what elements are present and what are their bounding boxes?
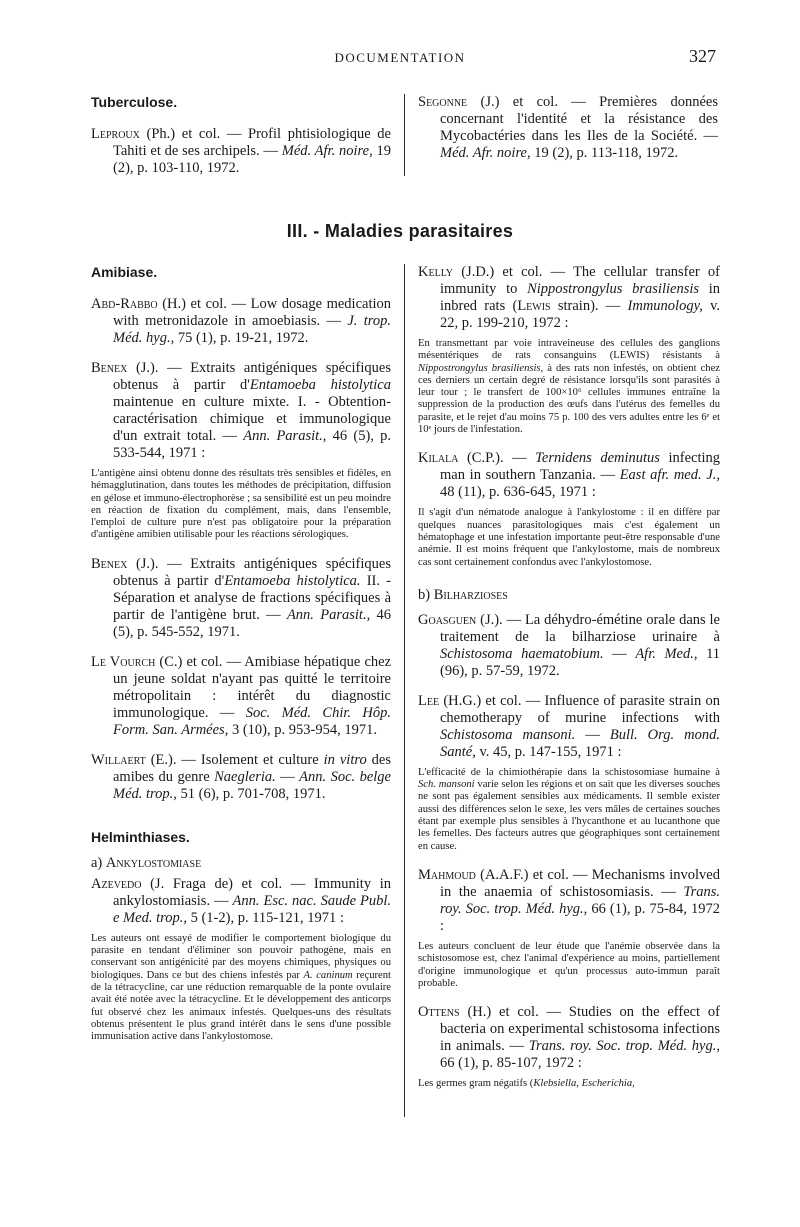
entry-title-genus: Naegleria. xyxy=(214,768,276,785)
abstract-text: L'efficacité de la chimiothérapie dans la schistosomiase humaine à xyxy=(418,766,720,778)
entry-abstract: Les auteurs concluent de leur étude que l'anémie observée dans la schistosomose est, chez l'animal d'expérience au moins, partiellement d'origine immunologique et qu'un processus auto-immun paraît probable. xyxy=(418,940,720,989)
entry-ref: 46 (5), p. 533-544, 1971 : xyxy=(113,428,392,461)
chapter-title: III. - Maladies parasitaires xyxy=(286,221,514,241)
abstract-species: Klebsiella, Escherichia, xyxy=(533,1078,635,1090)
entry-ref: v. 22, p. 199-210, 1972 : xyxy=(440,298,721,331)
abstract-species: Sch. mansoni xyxy=(418,779,475,791)
entry-author-rest: (J.). xyxy=(476,611,503,628)
entry-author-rest: (J.). xyxy=(127,555,159,572)
top-left-column xyxy=(91,94,391,190)
abstract-text: En transmettant par voie intraveineuse des cellules des ganglions mésentériques de rats consanguins (LEWIS) résistants à xyxy=(418,338,720,362)
bib-entry-segonne: Segonne (J.) et col. — Premières données concernant l'identité et la résistance des Mycobactéries dans les Iles de la Société. — Méd. Afr. noire, 19 (2), p. 113-118, 1972. xyxy=(418,94,718,161)
entry-dash: — xyxy=(282,875,314,892)
entry-dash: — xyxy=(176,751,201,768)
entry-journal: Trans. roy. Soc. trop. Méd. hyg., xyxy=(440,883,721,917)
section-heading-tuberculose: Tuberculose. xyxy=(91,94,178,110)
entry-ref: 11 (96), p. 57-59, 1972. xyxy=(440,645,721,679)
entry-ref: 46 (5), p. 545-552, 1971. xyxy=(113,606,392,640)
entry-author-rest: (J.D.) et col. xyxy=(453,264,543,280)
entry-title-end: strain). xyxy=(550,298,599,314)
entry-abstract xyxy=(418,767,720,853)
section-heading-helminthiases: Helminthiases. xyxy=(91,828,190,845)
entry-title-strain: Lewis xyxy=(517,298,551,314)
entry-title-species: Nippostrongylus brasiliensis xyxy=(527,281,700,297)
entry-title-rest: infecting man in southern Tanzania. xyxy=(440,450,720,484)
entry-title-species: Schistosoma haematobium. xyxy=(440,645,604,662)
abstract-species: Nippostrongylus brasiliensis, xyxy=(418,362,544,374)
entry-author-rest: (J.). xyxy=(127,360,159,376)
entry-journal: Trans. roy. Soc. trop. Méd. hyg., xyxy=(528,1038,720,1055)
entry-title-rest: des amibes du genre xyxy=(113,751,391,785)
entry-journal: J. trop. Méd. hyg., xyxy=(113,313,392,346)
entry-title-species: Entamoeba histolytica. xyxy=(224,572,361,589)
entry-title-species: Entamoeba histolytica xyxy=(249,377,391,393)
subsection-ankylostomiase xyxy=(91,855,391,872)
entry-author: Kelly xyxy=(418,264,454,280)
entry-author-rest: (H.) et col. xyxy=(459,1004,539,1021)
entry-ref: 75 (1), p. 19-21, 1972. xyxy=(174,330,309,346)
bib-entry-kilala: Kilala (C.P.). — Ternidens deminutus infecting man in southern Tanzania. — East afr. med. J., 48 (11), p. 636-645, 1971 : xyxy=(418,450,721,501)
top-column-rule xyxy=(404,94,405,176)
bib-entry-goasguen: Goasguen (J.). — La déhydro-émétine orale dans le traitement de la bilharziose urinaire à Schistosoma haematobium. — Afr. Med., 11 (96), p. 57-59, 1972. xyxy=(418,611,721,679)
running-head xyxy=(0,46,800,70)
entry-dash: — xyxy=(158,360,191,376)
subsection-label: Bilharzioses xyxy=(433,586,508,603)
entry-title-rest: in inbred rats ( xyxy=(440,281,721,314)
bib-entry-willaert: Willaert (E.). — Isolement et culture in vitro des amibes du genre Naegleria. — Ann. Soc. belge Méd. trop., 51 (6), p. 701-708, 1971. xyxy=(91,751,391,802)
entry-journal: Ann. Parasit., xyxy=(243,428,327,444)
abstract-text: Les auteurs ont essayé de modifier le comportement biologique du parasite en tendant d'éliminer son pouvoir pathogène, mais en conservant son antigénicité par des moyens chimiques, physiques ou biologiques. Dans ce but des chiens infestés par xyxy=(91,932,391,981)
entry-journal: Ann. Parasit., xyxy=(286,606,371,623)
entry-author: Leproux xyxy=(91,126,140,142)
entry-title: The cellular transfer of immunity to xyxy=(440,264,721,297)
right-column xyxy=(418,264,720,1104)
entry-author: Mahmoud xyxy=(418,866,476,883)
entry-author: Abd-Rabbo xyxy=(91,296,158,312)
entry-title: Isolement et culture xyxy=(200,751,324,768)
subsection-letter: b) xyxy=(418,586,431,603)
entry-abstract: L'antigène ainsi obtenu donne des résultats très sensibles et fidèles, en hémagglutination, dans toutes les méthodes de précipitation, diffusion en gélose et immuno-électrophorèse ; sa sensibilité est un peu moindre en réaction de fixation du complément, mais, dans l'ensemble, l'emploi de culture pure n'est pas obligatoire pour la préparation d'antigène amibien utilisable pour les réactions sérologiques. xyxy=(91,468,391,541)
bib-entry-ottens: Ottens (H.) et col. — Studies on the effect of bacteria on experimental schistosoma infections in animals. — Trans. roy. Soc. trop. Méd. hyg., 66 (1), p. 85-107, 1972 : xyxy=(418,1004,721,1072)
entry-author-rest: (E.). xyxy=(145,751,177,768)
entry-journal: East afr. med. J., xyxy=(619,467,721,484)
entry-abstract xyxy=(418,1078,720,1090)
entry-dash: — xyxy=(557,94,600,110)
entry-title-italic: in vitro xyxy=(323,751,367,768)
entry-author: Segonne xyxy=(418,94,468,110)
bib-entry-abd-rabbo: Abd-Rabbo (H.) et col. — Low dosage medication with metronidazole in amoebiasis. — J. trop. Méd. hyg., 75 (1), p. 19-21, 1972. xyxy=(91,296,392,346)
entry-author: Willaert xyxy=(91,751,146,768)
entry-journal: Immunology, xyxy=(627,298,703,314)
entry-journal: Soc. Méd. Chir. Hôp. Form. San. Armées, xyxy=(113,704,391,738)
entry-author: Ottens xyxy=(418,1004,460,1021)
entry-title: Premières données concernant l'identité et la résistance des Mycobactéries dans les Iles de la Société. xyxy=(440,94,718,144)
entry-title-species: Ternidens deminutus xyxy=(535,450,660,467)
entry-author-rest: (J. Fraga de) et col. xyxy=(141,875,283,892)
entry-title-rest: maintenue en culture mixte. I. - Obtention-caractérisation chimique et immunologique d'un extrait total. xyxy=(113,394,391,444)
entry-author-rest: (A.A.F.) et col. xyxy=(475,866,569,883)
entry-dash: — xyxy=(502,611,525,628)
bib-entry-kelly: Kelly (J.D.) et col. — The cellular transfer of immunity to Nippostrongylus brasiliensis in inbred rats (Lewis strain). — Immunology, v. 22, p. 199-210, 1972 : xyxy=(418,264,721,331)
entry-author: Azevedo xyxy=(91,875,142,892)
entry-journal: Bull. Org. mond. Santé, xyxy=(440,726,720,760)
entry-title: Mechanisms involved in the anaemia of schistosomiasis. xyxy=(440,866,720,900)
entry-title: Amibiase hépatique chez un jeune soldat n'ayant pas quitté le territoire métropolitain : intérêt du diagnostic immunologique. xyxy=(113,653,392,721)
bib-entry-benex-2: Benex (J.). — Extraits antigéniques spécifiques obtenus à partir d'Entamoeba histolytica. II. - Séparation et analyse de fractions spécifiques à partir de l'antigène brut. — Ann. Parasit., 46 (5), p. 545-552, 1971. xyxy=(91,555,392,640)
left-column xyxy=(91,264,391,1057)
entry-author: Goasguen xyxy=(418,611,477,628)
entry-dash: — xyxy=(226,296,251,312)
entry-author-rest: (Ph.) et col. xyxy=(139,126,221,142)
abstract-text-rest: varie selon les régions et on sait que les diverses souches ne sont pas également sensibles aux médicaments. Il semble exister aussi des différences selon le sexe, les vers mâles de certaines souches étant par exemple plus sensibles à l'hycanthone et au lucanthone que les femelles. Des facteurs autres que géographiques sont certainement en cause. xyxy=(418,779,721,852)
entry-ref: 48 (11), p. 636-645, 1971 : xyxy=(440,484,596,501)
bib-entry-benex-1: Benex (J.). — Extraits antigéniques spécifiques obtenus à partir d'Entamoeba histolytica maintenue en culture mixte. I. - Obtention-caractérisation chimique et immunologique d'un extrait total. — Ann. Parasit., 46 (5), p. 533-544, 1971 : xyxy=(91,360,392,461)
entry-title: Influence of parasite strain on chemotherapy of murine infections with xyxy=(440,692,721,726)
abstract-text-rest: reçurent de la tétracycline, car une réduction remarquable de la ponte ovulaire avait été notée avec la tétracycline. Et le développement des anticorps fut observé chez les animaux infestés. Quelques-uns des résultats obtenus présentent le plus grand intérêt dans le sens d'une possible immunisation active dans l'ankylostomose. xyxy=(91,969,391,1043)
entry-author: Lee xyxy=(418,692,440,709)
entry-author-rest: (H.G.) et col. xyxy=(439,692,522,709)
entry-abstract: Il s'agit d'un nématode analogue à l'ankylostome : il en diffère par quelques nuances parasitologiques mais c'est également un hématophage et une infestation importante peut-être responsable d'une anémie. Il est moins fréquent que l'ankylostome, mais de nombreux cas sont certainement confondus avec l'ankylostomose. xyxy=(418,507,720,568)
entry-dash: — xyxy=(220,126,249,142)
entry-dash: — xyxy=(222,653,245,670)
entry-ref: 66 (1), p. 85-107, 1972 : xyxy=(440,1055,582,1072)
abstract-text-rest: à des rats non infestés, on obtient chez ces derniers un certain degré de résistance lorsqu'ils sont parasités à leur tour ; le transfert de 100×10⁶ cellules immunes entraîne la suppression de la production des œufs dans l'utérus des femelles du parasite, et le rejet d'au moins 75 p. 100 des vers adultes entre les 6ᵉ et 10ᵉ jours de l'infestation. xyxy=(418,362,720,436)
entry-dash: — xyxy=(521,692,545,709)
entry-dash: — xyxy=(568,866,592,883)
entry-ref: 66 (1), p. 75-84, 1972 : xyxy=(440,900,720,934)
entry-journal: Méd. Afr. noire, xyxy=(281,143,373,159)
bib-entry-lee: Lee (H.G.) et col. — Influence of parasite strain on chemotherapy of murine infections with Schistosoma mansoni. — Bull. Org. mond. Santé, v. 45, p. 147-155, 1971 : xyxy=(418,692,721,760)
entry-title: La déhydro-émétine orale dans le traitement de la bilharziose urinaire à xyxy=(440,611,720,645)
entry-abstract xyxy=(91,933,391,1044)
entry-dash: — xyxy=(542,264,574,280)
entry-ref: v. 45, p. 147-155, 1971 : xyxy=(475,743,622,760)
entry-title-species: Schistosoma mansoni. xyxy=(440,726,576,743)
section-heading-amibiase: Amibiase. xyxy=(91,264,158,280)
entry-title-rest: II. - Séparation et analyse de fractions spécifiques à partir de l'antigène brut. xyxy=(113,572,392,623)
subsection-label: Ankylostomiase xyxy=(105,854,202,871)
bib-entry-le-vourch: Le Vourch (C.) et col. — Amibiase hépatique chez un jeune soldat n'ayant pas quitté le territoire métropolitain : intérêt du diagnostic immunologique. — Soc. Méd. Chir. Hôp. Form. San. Armées, 3 (10), p. 953-954, 1971. xyxy=(91,653,392,738)
entry-abstract xyxy=(418,338,720,436)
entry-author: Le Vourch xyxy=(91,653,156,670)
entry-ref: 3 (10), p. 953-954, 1971. xyxy=(228,721,377,738)
top-right-column xyxy=(418,94,718,175)
entry-title: Extraits antigéniques spécifiques obtenus à partir d' xyxy=(113,360,391,393)
subsection-bilharzioses xyxy=(418,587,720,604)
entry-ref: 19 (2), p. 103-110, 1972. xyxy=(113,143,391,176)
page-number: 327 xyxy=(689,46,716,66)
abstract-text: Les germes gram négatifs ( xyxy=(418,1078,534,1090)
entry-title: Low dosage medication with metronidazole in amoebiasis. xyxy=(113,296,392,329)
entry-author: Kilala xyxy=(418,450,459,467)
entry-title: Studies on the effect of bacteria on experimental schistosoma infections in animals. xyxy=(440,1004,721,1055)
entry-title: Profil phtisiologique de Tahiti et de ses archipels. xyxy=(113,126,391,159)
abstract-species: A. caninum xyxy=(303,969,353,981)
entry-author: Benex xyxy=(91,360,128,376)
entry-journal: Méd. Afr. noire, xyxy=(440,145,531,161)
entry-author-rest: (H.) et col. xyxy=(157,296,227,312)
entry-dash: — xyxy=(158,555,191,572)
entry-author-rest: (C.P.). xyxy=(458,450,504,467)
entry-ref: 51 (6), p. 701-708, 1971. xyxy=(176,785,326,802)
entry-ref: 5 (1-2), p. 115-121, 1971 : xyxy=(186,909,344,926)
entry-author: Benex xyxy=(91,555,128,572)
entry-journal: Afr. Med., xyxy=(635,645,698,662)
bib-entry-mahmoud: Mahmoud (A.A.F.) et col. — Mechanisms involved in the anaemia of schistosomiasis. — Trans. roy. Soc. trop. Méd. hyg., 66 (1), p. 75-84, 1972 : xyxy=(418,866,721,934)
entry-dash: — xyxy=(503,450,536,467)
running-title: DOCUMENTATION xyxy=(334,50,466,65)
entry-title: Extraits antigéniques spécifiques obtenus à partir d' xyxy=(113,555,391,589)
entry-title: Immunity in ankylostomiasis. xyxy=(113,875,391,909)
bib-entry-azevedo: Azevedo (J. Fraga de) et col. — Immunity in ankylostomiasis. — Ann. Esc. nac. Saude Publ. e Med. trop., 5 (1-2), p. 115-121, 1971 : xyxy=(91,875,391,926)
subsection-letter: a) xyxy=(91,854,103,871)
entry-author-rest: (J.) et col. xyxy=(467,94,558,110)
column-rule xyxy=(404,264,405,1117)
entry-journal: Ann. Soc. belge Méd. trop., xyxy=(113,768,391,802)
entry-journal: Ann. Esc. nac. Saude Publ. e Med. trop., xyxy=(113,892,391,926)
entry-author-rest: (C.) et col. xyxy=(155,653,223,670)
entry-dash: — xyxy=(538,1004,569,1021)
entry-ref: 19 (2), p. 113-118, 1972. xyxy=(530,145,679,161)
bib-entry-leproux: Leproux (Ph.) et col. — Profil phtisiologique de Tahiti et de ses archipels. — Méd. Afr. noire, 19 (2), p. 103-110, 1972. xyxy=(91,126,391,176)
